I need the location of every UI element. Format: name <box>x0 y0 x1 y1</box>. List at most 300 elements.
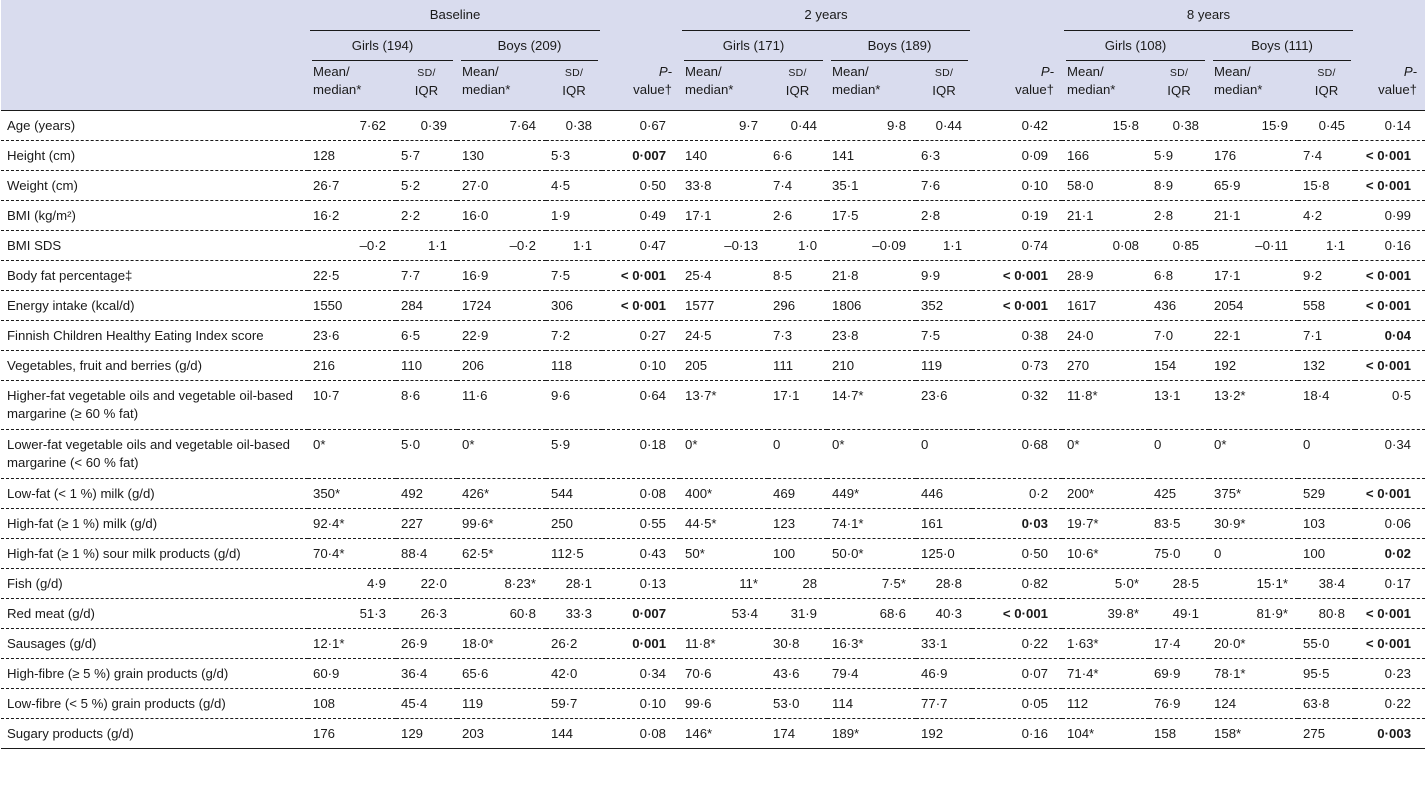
mean-cell: 35·1 <box>832 178 859 193</box>
mean-cell: 0·08 <box>1112 238 1140 253</box>
mean-cell: –0·2 <box>359 238 386 253</box>
row-label: Energy intake (kcal/d) <box>7 298 135 313</box>
mean-cell: 426* <box>462 486 490 501</box>
sd-cell: 6·3 <box>921 148 941 163</box>
p-value-cell: 0·08 <box>639 726 667 741</box>
p-value-cell: 0·001 <box>632 636 667 651</box>
sd-cell: 103 <box>1303 516 1326 531</box>
p-value-cell: 0·23 <box>1384 666 1412 681</box>
sd-cell: 13·1 <box>1154 388 1181 403</box>
mean-cell: 16·0 <box>462 208 489 223</box>
header-subgroup-boys-8y: Boys (111) <box>1209 31 1355 61</box>
row-label: Sugary products (g/d) <box>7 726 134 741</box>
header-subgroup-girls-2y: Girls (171) <box>680 31 827 61</box>
p-value-cell: 0·38 <box>1021 328 1049 343</box>
sd-cell: 306 <box>551 298 574 313</box>
mean-cell: 33·8 <box>685 178 712 193</box>
sd-cell: 0·38 <box>565 118 593 133</box>
p-value-cell: 0·99 <box>1384 208 1412 223</box>
table-row <box>1 569 1425 599</box>
header-spacer <box>602 0 680 31</box>
sd-cell: 275 <box>1303 726 1326 741</box>
mean-cell: 21·8 <box>832 268 859 283</box>
sd-cell: 296 <box>773 298 796 313</box>
mean-cell: 0* <box>462 437 475 452</box>
sd-cell: 26·9 <box>401 636 428 651</box>
mean-cell: 30·9* <box>1214 516 1246 531</box>
table-row <box>1 659 1425 689</box>
sd-cell: 4·2 <box>1303 208 1323 223</box>
sd-cell: 284 <box>401 298 424 313</box>
header-sd-iqr: SD/ IQR <box>414 67 439 98</box>
mean-cell: 2054 <box>1214 298 1244 313</box>
sd-cell: 5·2 <box>401 178 421 193</box>
mean-cell: 16·3* <box>832 636 864 651</box>
header-mean-median: Mean/ median* <box>832 64 881 97</box>
mean-cell: 7·5* <box>881 576 907 591</box>
mean-cell: 78·1* <box>1214 666 1246 681</box>
p-value-cell: 0·74 <box>1021 238 1049 253</box>
sd-cell: 2·8 <box>1154 208 1174 223</box>
sd-cell: 7·5 <box>551 268 571 283</box>
sd-cell: 529 <box>1303 486 1326 501</box>
mean-cell: 16·2 <box>313 208 340 223</box>
header-spacer <box>972 31 1062 61</box>
sd-cell: 7·2 <box>551 328 571 343</box>
sd-cell: 227 <box>401 516 424 531</box>
mean-cell: 206 <box>462 358 485 373</box>
p-value-cell: 0·22 <box>1384 696 1412 711</box>
data-table <box>1 0 1425 749</box>
mean-cell: 146* <box>685 726 713 741</box>
sd-cell: 76·9 <box>1154 696 1181 711</box>
sd-cell: 0·45 <box>1318 118 1346 133</box>
mean-cell: 11* <box>739 576 759 591</box>
sd-cell: 7·7 <box>401 268 421 283</box>
mean-cell: 23·6 <box>313 328 340 343</box>
mean-cell: 1724 <box>462 298 492 313</box>
mean-cell: 60·9 <box>313 666 340 681</box>
header-row-subgroups <box>1 31 1425 61</box>
mean-cell: 192 <box>1214 358 1237 373</box>
mean-cell: 15·1* <box>1256 576 1289 591</box>
mean-cell: 26·7 <box>313 178 340 193</box>
mean-cell: 25·4 <box>685 268 712 283</box>
mean-cell: 1577 <box>685 298 715 313</box>
table-row <box>1 231 1425 261</box>
sd-cell: 0 <box>1303 437 1311 452</box>
sd-cell: 100 <box>773 546 796 561</box>
mean-cell: 23·8 <box>832 328 859 343</box>
mean-cell: 0* <box>313 437 326 452</box>
mean-cell: 62·5* <box>462 546 494 561</box>
sd-cell: 5·0 <box>401 437 421 452</box>
sd-cell: 1·1 <box>1325 238 1346 253</box>
table-body <box>1 111 1425 749</box>
sd-cell: 0·39 <box>420 118 447 133</box>
sd-cell: 5·9 <box>1154 148 1174 163</box>
sd-cell: 9·2 <box>1303 268 1323 283</box>
header-p-value: P- value† <box>633 64 673 97</box>
p-value-cell: 0·14 <box>1384 118 1412 133</box>
sd-cell: 77·7 <box>921 696 948 711</box>
table-row <box>1 479 1425 509</box>
row-label: Red meat (g/d) <box>7 606 95 621</box>
mean-cell: 44·5* <box>685 516 717 531</box>
sd-cell: 2·8 <box>921 208 941 223</box>
header-group-2-years: 2 years <box>680 0 972 31</box>
sd-cell: 125·0 <box>921 546 955 561</box>
mean-cell: 70·4* <box>313 546 345 561</box>
mean-cell: 104* <box>1067 726 1095 741</box>
sd-cell: 43·6 <box>773 666 800 681</box>
sd-cell: 4·5 <box>551 178 571 193</box>
mean-cell: 0* <box>832 437 845 452</box>
header-spacer <box>1355 0 1425 31</box>
table-row <box>1 689 1425 719</box>
sd-cell: 1·0 <box>797 238 818 253</box>
sd-cell: 45·4 <box>401 696 428 711</box>
mean-cell: 119 <box>462 696 484 711</box>
sd-cell: 38·4 <box>1318 576 1346 591</box>
mean-cell: 449* <box>832 486 860 501</box>
sd-cell: 5·7 <box>401 148 421 163</box>
mean-cell: –0·13 <box>724 238 759 253</box>
p-value-cell: < 0·001 <box>1365 298 1412 313</box>
mean-cell: 9·8 <box>886 118 907 133</box>
p-value-cell: 0·73 <box>1021 358 1049 373</box>
mean-cell: 14·7* <box>832 388 864 403</box>
mean-cell: 10·7 <box>313 388 340 403</box>
sd-cell: 436 <box>1154 298 1177 313</box>
mean-cell: 200* <box>1067 486 1095 501</box>
sd-cell: 100 <box>1303 546 1326 561</box>
sd-cell: 18·4 <box>1303 388 1330 403</box>
header-subgroup-boys-2y: Boys (189) <box>827 31 972 61</box>
row-label: Weight (cm) <box>7 178 78 193</box>
sd-cell: 63·8 <box>1303 696 1330 711</box>
table-row <box>1 111 1425 141</box>
sd-cell: 8·9 <box>1154 178 1174 193</box>
p-value-cell: 0·50 <box>1021 546 1049 561</box>
sd-cell: 7·1 <box>1303 328 1323 343</box>
sd-cell: 5·3 <box>551 148 571 163</box>
mean-cell: 53·4 <box>731 606 759 621</box>
mean-cell: 176 <box>1214 148 1237 163</box>
p-value-cell: 0·09 <box>1021 148 1049 163</box>
sd-cell: 28·8 <box>935 576 963 591</box>
p-value-cell: 0·02 <box>1384 546 1412 561</box>
header-sd-iqr: SD/ IQR <box>1314 67 1339 98</box>
sd-cell: 129 <box>401 726 424 741</box>
mean-cell: 1806 <box>832 298 862 313</box>
mean-cell: 210 <box>832 358 855 373</box>
sd-cell: 26·2 <box>551 636 578 651</box>
mean-cell: 0* <box>685 437 698 452</box>
p-value-cell: < 0·001 <box>1365 268 1412 283</box>
row-label: Body fat percentage‡ <box>7 268 133 283</box>
table-row <box>1 539 1425 569</box>
sd-cell: 1·1 <box>427 238 447 253</box>
p-value-cell: 0·003 <box>1377 726 1412 741</box>
mean-cell: 158* <box>1214 726 1242 741</box>
mean-cell: 81·9* <box>1256 606 1289 621</box>
sd-cell: 40·3 <box>935 606 963 621</box>
table-row <box>1 141 1425 171</box>
p-value-cell: < 0·001 <box>1365 148 1412 163</box>
sd-cell: 22·0 <box>420 576 447 591</box>
header-row-groups <box>1 0 1425 31</box>
mean-cell: 8·23* <box>504 576 536 591</box>
header-sd-iqr: SD/ IQR <box>932 67 956 98</box>
header-mean-median: Mean/ median* <box>1214 64 1263 97</box>
p-value-cell: < 0·001 <box>1365 178 1412 193</box>
mean-cell: 400* <box>685 486 713 501</box>
p-value-cell: 0·05 <box>1021 696 1049 711</box>
header-mean-median: Mean/ median* <box>313 64 362 97</box>
mean-cell: 27·0 <box>462 178 489 193</box>
p-value-cell: < 0·001 <box>620 268 667 283</box>
sd-cell: 17·4 <box>1154 636 1181 651</box>
sd-cell: 59·7 <box>551 696 578 711</box>
sd-cell: 8·5 <box>773 268 793 283</box>
row-label: High-fat (≥ 1 %) milk (g/d) <box>7 516 158 531</box>
sd-cell: 83·5 <box>1154 516 1181 531</box>
mean-cell: 28·9 <box>1067 268 1094 283</box>
sd-cell: 1·1 <box>942 238 963 253</box>
p-value-cell: 0·27 <box>639 328 667 343</box>
sd-cell: 123 <box>773 516 796 531</box>
mean-cell: 68·6 <box>879 606 907 621</box>
mean-cell: 16·9 <box>462 268 489 283</box>
p-value-cell: 0·10 <box>1021 178 1049 193</box>
header-empty-cell <box>1 31 308 61</box>
mean-cell: 270 <box>1067 358 1090 373</box>
sd-cell: 53·0 <box>773 696 800 711</box>
sd-cell: 119 <box>921 358 943 373</box>
mean-cell: 0 <box>1214 546 1222 561</box>
sd-cell: 352 <box>921 298 944 313</box>
mean-cell: 0* <box>1067 437 1080 452</box>
row-label: BMI (kg/m²) <box>7 208 76 223</box>
mean-cell: 108 <box>313 696 336 711</box>
p-value-cell: 0·08 <box>639 486 667 501</box>
header-spacer <box>1355 31 1425 61</box>
mean-cell: 74·1* <box>832 516 864 531</box>
p-value-cell: 0·55 <box>639 516 667 531</box>
table-row <box>1 629 1425 659</box>
table-row <box>1 509 1425 539</box>
mean-cell: 24·5 <box>685 328 712 343</box>
mean-cell: 70·6 <box>685 666 712 681</box>
p-value-cell: 0·49 <box>639 208 667 223</box>
sd-cell: 154 <box>1154 358 1177 373</box>
mean-cell: 24·0 <box>1067 328 1094 343</box>
mean-cell: 124 <box>1214 696 1237 711</box>
sd-cell: 88·4 <box>401 546 428 561</box>
header-subgroup-boys-baseline: Boys (209) <box>457 31 602 61</box>
mean-cell: 17·1 <box>1214 268 1241 283</box>
mean-cell: 18·0* <box>462 636 494 651</box>
sd-cell: 95·5 <box>1303 666 1330 681</box>
sd-cell: 6·8 <box>1154 268 1174 283</box>
table-header <box>1 0 1425 111</box>
table-row <box>1 321 1425 351</box>
mean-cell: 99·6 <box>685 696 712 711</box>
p-value-cell: 0·50 <box>639 178 667 193</box>
mean-cell: 11·8* <box>1067 388 1098 403</box>
mean-cell: 13·2* <box>1214 388 1246 403</box>
row-label: High-fat (≥ 1 %) sour milk products (g/d) <box>7 546 241 561</box>
mean-cell: 140 <box>685 148 708 163</box>
sd-cell: 80·8 <box>1318 606 1346 621</box>
table-row <box>1 291 1425 321</box>
mean-cell: 17·1 <box>685 208 712 223</box>
sd-cell: 33·3 <box>565 606 593 621</box>
mean-cell: 350* <box>313 486 341 501</box>
sd-cell: 49·1 <box>1172 606 1200 621</box>
mean-cell: 112 <box>1067 696 1089 711</box>
p-value-cell: 0·03 <box>1021 516 1049 531</box>
header-empty-cell <box>1 0 308 31</box>
sd-cell: 118 <box>551 358 573 373</box>
header-p-value: P- value† <box>1378 64 1418 97</box>
p-value-cell: 0·16 <box>1021 726 1049 741</box>
sd-cell: 1·1 <box>572 238 593 253</box>
row-label: Higher-fat vegetable oils and vegetable oil-based margarine (≥ 60 % fat) <box>7 388 293 421</box>
p-value-cell: 0·34 <box>639 666 667 681</box>
mean-cell: 65·6 <box>462 666 489 681</box>
sd-cell: 112·5 <box>551 546 584 561</box>
mean-cell: 11·6 <box>462 388 488 403</box>
sd-cell: 7·6 <box>921 178 941 193</box>
header-sd-iqr: SD/ IQR <box>562 67 586 98</box>
mean-cell: 130 <box>462 148 485 163</box>
sd-cell: 110 <box>401 358 423 373</box>
mean-cell: 92·4* <box>313 516 345 531</box>
header-subgroup-girls-baseline: Girls (194) <box>308 31 457 61</box>
mean-cell: 375* <box>1214 486 1242 501</box>
header-sd-iqr: SD/ IQR <box>785 67 810 98</box>
row-label: Vegetables, fruit and berries (g/d) <box>7 358 202 373</box>
sd-cell: 7·5 <box>921 328 941 343</box>
sd-cell: 144 <box>551 726 574 741</box>
mean-cell: –0·2 <box>509 238 536 253</box>
table-row <box>1 599 1425 629</box>
p-value-cell: 0·67 <box>639 118 667 133</box>
sd-cell: 544 <box>551 486 574 501</box>
mean-cell: 39·8* <box>1107 606 1140 621</box>
p-value-cell: 0·13 <box>639 576 667 591</box>
header-row-columns <box>1 61 1425 111</box>
sd-cell: 446 <box>921 486 944 501</box>
mean-cell: 60·8 <box>509 606 536 621</box>
mean-cell: 1617 <box>1067 298 1097 313</box>
p-value-cell: 0·17 <box>1384 576 1412 591</box>
header-mean-median: Mean/ median* <box>462 64 511 97</box>
mean-cell: 1550 <box>313 298 343 313</box>
p-value-cell: 0·16 <box>1384 238 1412 253</box>
p-value-cell: 0·42 <box>1021 118 1049 133</box>
sd-cell: 7·0 <box>1154 328 1174 343</box>
mean-cell: 15·9 <box>1261 118 1289 133</box>
sd-cell: 158 <box>1154 726 1177 741</box>
mean-cell: 0* <box>1214 437 1227 452</box>
mean-cell: 71·4* <box>1067 666 1099 681</box>
p-value-cell: 0·2 <box>1028 486 1049 501</box>
sd-cell: 174 <box>773 726 796 741</box>
p-value-cell: 0·06 <box>1384 516 1412 531</box>
p-value-cell: 0·007 <box>632 606 667 621</box>
sd-cell: 8·6 <box>401 388 421 403</box>
p-value-cell: 0·10 <box>639 358 667 373</box>
sd-cell: 0·38 <box>1172 118 1200 133</box>
mean-cell: 7·62 <box>359 118 386 133</box>
mean-cell: 5·0* <box>1114 576 1140 591</box>
table-row <box>1 351 1425 381</box>
sd-cell: 132 <box>1303 358 1326 373</box>
mean-cell: 15·8 <box>1112 118 1140 133</box>
mean-cell: 50·0* <box>832 546 864 561</box>
table-row <box>1 430 1425 479</box>
p-value-cell: 0·10 <box>639 696 667 711</box>
mean-cell: 11·8* <box>685 636 716 651</box>
mean-cell: 205 <box>685 358 708 373</box>
row-label: Finnish Children Healthy Eating Index score <box>7 328 264 343</box>
header-mean-median: Mean/ median* <box>685 64 734 97</box>
sd-cell: 111 <box>773 358 794 373</box>
mean-cell: 166 <box>1067 148 1090 163</box>
row-label: Low-fibre (< 5 %) grain products (g/d) <box>7 696 226 711</box>
header-empty-cell <box>1 61 308 111</box>
mean-cell: 51·3 <box>359 606 386 621</box>
sd-cell: 161 <box>921 516 944 531</box>
p-value-cell: 0·22 <box>1021 636 1049 651</box>
mean-cell: 22·9 <box>462 328 489 343</box>
sd-cell: 55·0 <box>1303 636 1330 651</box>
sd-cell: 28·5 <box>1172 576 1200 591</box>
sd-cell: 33·1 <box>921 636 948 651</box>
sd-cell: 469 <box>773 486 796 501</box>
sd-cell: 1·9 <box>551 208 571 223</box>
row-label: Low-fat (< 1 %) milk (g/d) <box>7 486 155 501</box>
sd-cell: 28 <box>802 576 818 591</box>
mean-cell: 10·6* <box>1067 546 1099 561</box>
header-sd-iqr: SD/ IQR <box>1167 67 1191 98</box>
p-value-cell: 0·18 <box>639 437 667 452</box>
p-value-cell: < 0·001 <box>1365 636 1412 651</box>
header-subgroup-girls-8y: Girls (108) <box>1062 31 1209 61</box>
header-spacer <box>972 0 1062 31</box>
sd-cell: 9·6 <box>551 388 571 403</box>
sd-cell: 192 <box>921 726 944 741</box>
p-value-cell: 0·07 <box>1021 666 1049 681</box>
row-label: Height (cm) <box>7 148 76 163</box>
sd-cell: 30·8 <box>773 636 800 651</box>
sd-cell: 15·8 <box>1303 178 1330 193</box>
mean-cell: –0·11 <box>1255 238 1289 253</box>
mean-cell: 21·1 <box>1214 208 1241 223</box>
sd-cell: 0 <box>1154 437 1162 452</box>
sd-cell: 46·9 <box>921 666 948 681</box>
p-value-cell: 0·64 <box>639 388 667 403</box>
mean-cell: 12·1* <box>313 636 345 651</box>
sd-cell: 7·3 <box>773 328 793 343</box>
table-row <box>1 261 1425 291</box>
sd-cell: 31·9 <box>790 606 818 621</box>
mean-cell: 114 <box>832 696 854 711</box>
mean-cell: 21·1 <box>1067 208 1094 223</box>
